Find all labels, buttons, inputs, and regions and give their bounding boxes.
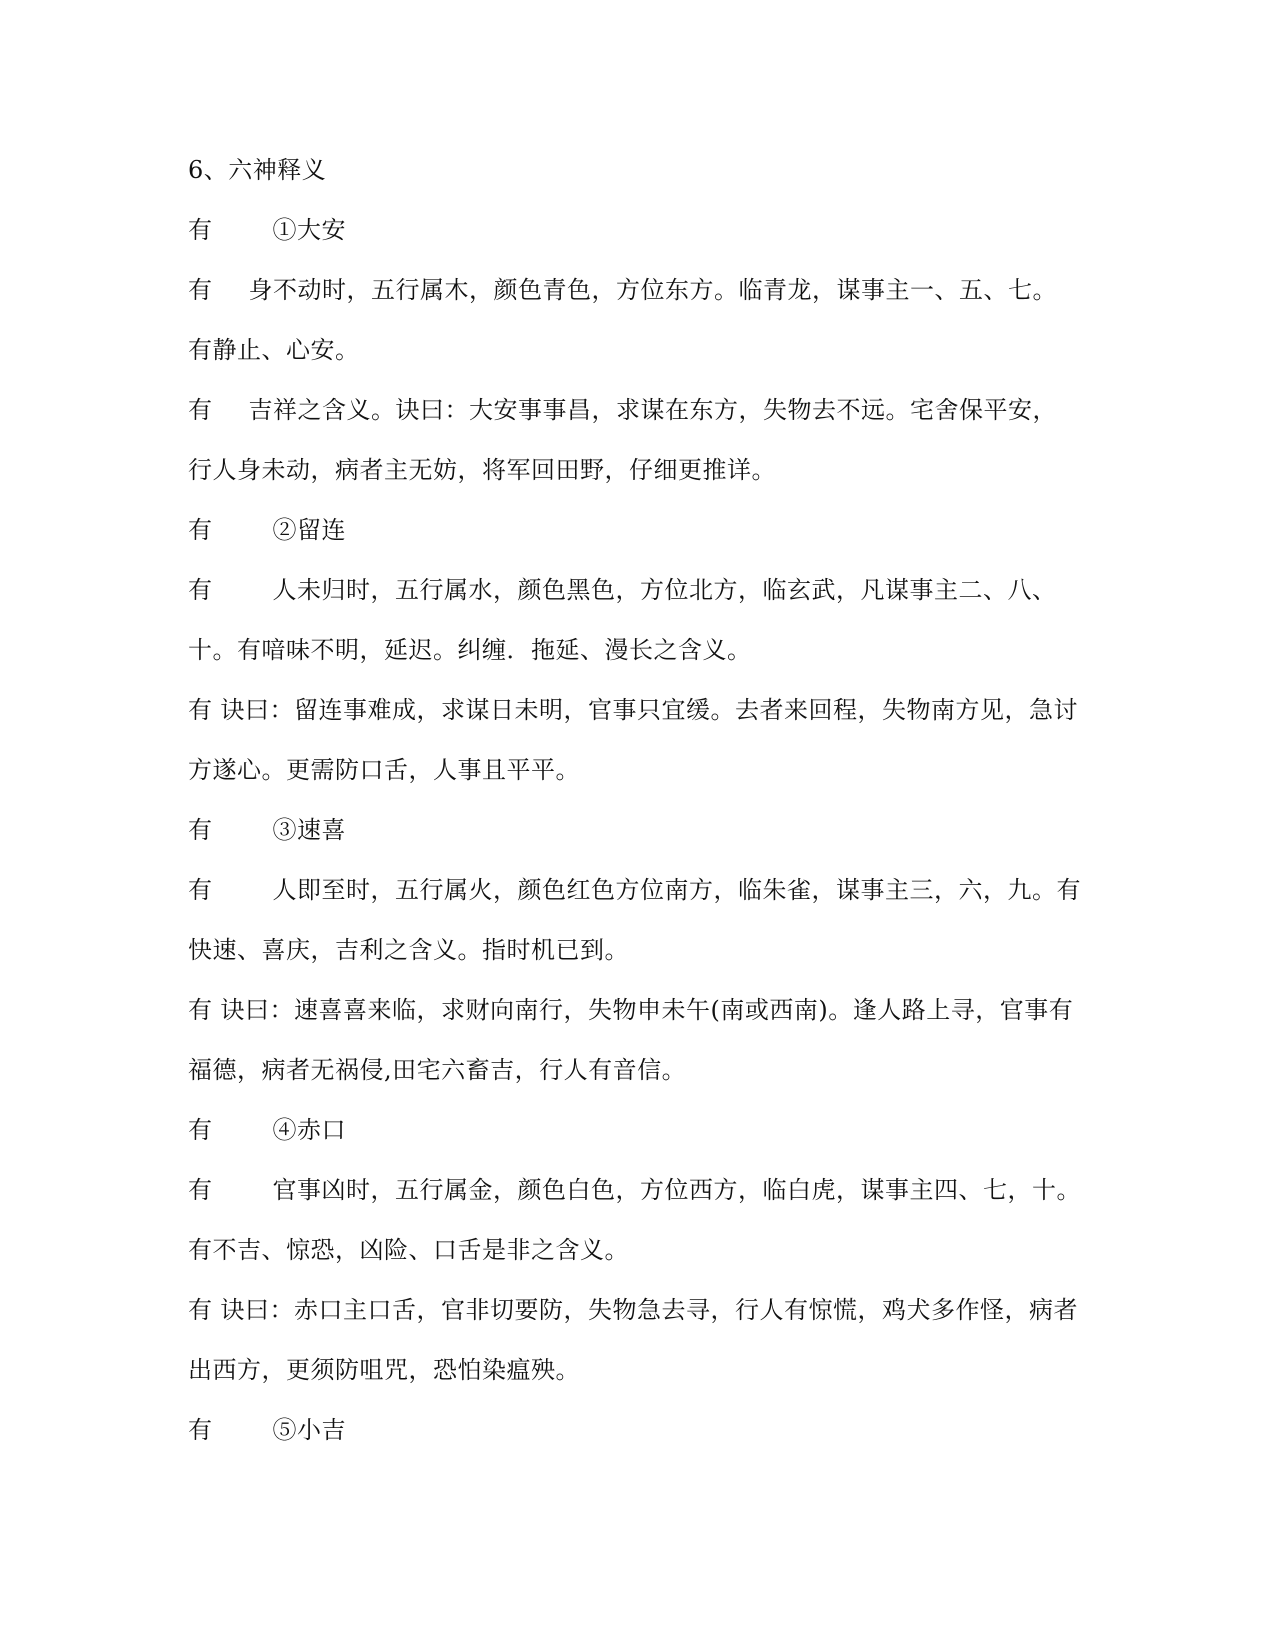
line-text: ②留连	[272, 516, 346, 544]
line-text: 诀曰：留连事难成，求谋日未明，官事只宜缓。去者来回程，失物南方见，急讨	[220, 696, 1078, 724]
line-text: 十。有喑味不明，延迟。纠缠．拖延、漫长之含义。	[188, 636, 752, 664]
text-line	[188, 260, 1093, 320]
line-text: 福德，病者无祸侵,田宅六畜吉，行人有音信。	[188, 1056, 687, 1084]
text-line	[188, 740, 1093, 800]
line-text: 人即至时，五行属火，颜色红色方位南方，临朱雀，谋事主三，六，九。有	[272, 876, 1081, 904]
line-marker: 有	[188, 396, 213, 424]
line-text: 出西方，更须防咀咒，恐怕染瘟殃。	[188, 1356, 580, 1384]
line-text: 有静止、心安。	[188, 336, 360, 364]
line-marker: 有	[188, 516, 213, 544]
document-body	[188, 140, 1093, 1460]
section-heading: 6、六神释义	[188, 156, 327, 184]
text-line	[188, 680, 1093, 740]
line-marker: 有	[188, 996, 213, 1024]
text-line	[188, 1340, 1093, 1400]
text-line	[188, 920, 1093, 980]
line-text: 行人身未动，病者主无妨，将军回田野，仔细更推详。	[188, 456, 776, 484]
text-line	[188, 620, 1093, 680]
line-marker: 有	[188, 1416, 213, 1444]
line-text: 诀曰：速喜喜来临，求财向南行，失物申未午(南或西南)。逢人路上寻，官事有	[220, 996, 1074, 1024]
line-marker: 有	[188, 216, 213, 244]
text-line	[188, 440, 1093, 500]
line-text: ③速喜	[272, 816, 346, 844]
line-text: 身不动时，五行属木，颜色青色，方位东方。临青龙，谋事主一、五、七。	[248, 276, 1057, 304]
text-line	[188, 1100, 1093, 1160]
text-line	[188, 200, 1093, 260]
text-line	[188, 1280, 1093, 1340]
line-text: 吉祥之含义。诀曰：大安事事昌，求谋在东方，失物去不远。宅舍保平安，	[248, 396, 1057, 424]
line-marker: 有	[188, 696, 213, 724]
line-marker: 有	[188, 816, 213, 844]
line-text: ①大安	[272, 216, 346, 244]
line-marker: 有	[188, 1296, 213, 1324]
line-text: ④赤口	[272, 1116, 346, 1144]
line-text: 快速、喜庆，吉利之含义。指时机已到。	[188, 936, 629, 964]
line-marker: 有	[188, 576, 213, 604]
text-line	[188, 1160, 1093, 1220]
text-line	[188, 860, 1093, 920]
text-line	[188, 560, 1093, 620]
line-text: 官事凶时，五行属金，颜色白色，方位西方，临白虎，谋事主四、七，十。	[272, 1176, 1081, 1204]
line-text: 方遂心。更需防口舌，人事且平平。	[188, 756, 580, 784]
line-marker: 有	[188, 276, 213, 304]
line-marker: 有	[188, 1116, 213, 1144]
line-text: ⑤小吉	[272, 1416, 346, 1444]
text-line	[188, 380, 1093, 440]
text-line	[188, 500, 1093, 560]
line-text: 有不吉、惊恐，凶险、口舌是非之含义。	[188, 1236, 629, 1264]
text-line	[188, 800, 1093, 860]
line-text: 诀曰：赤口主口舌，官非切要防，失物急去寻，行人有惊慌，鸡犬多作怪，病者	[220, 1296, 1078, 1324]
text-line	[188, 1400, 1093, 1460]
text-line	[188, 980, 1093, 1040]
line-text: 人未归时，五行属水，颜色黑色，方位北方，临玄武，凡谋事主二、八、	[272, 576, 1057, 604]
line-marker: 有	[188, 1176, 213, 1204]
line-marker: 有	[188, 876, 213, 904]
text-line	[188, 1220, 1093, 1280]
paragraph-lines	[188, 200, 1093, 1460]
text-line	[188, 320, 1093, 380]
text-line	[188, 1040, 1093, 1100]
